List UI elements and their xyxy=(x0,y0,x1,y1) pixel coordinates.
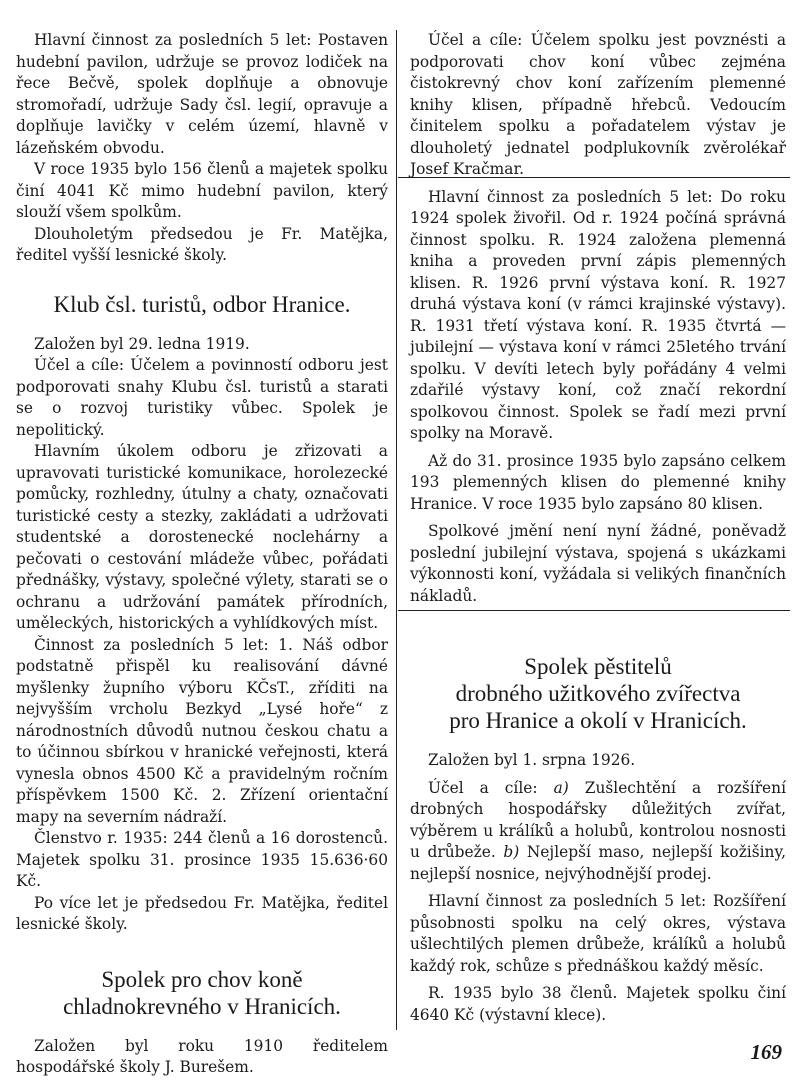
paragraph: Účel a cíle: Účelem a povinností odboru jest podporovati snahy Klubu čsl. turistů a starati se o rozvoj turistiky vůbec. Spolek je nepolitický. xyxy=(16,356,388,439)
paragraph: Spolkové jmění není nyní žádné, poněvadž poslední jubilejní výstava, spojená s ukázkami výkonnosti koní, vyžádala si velikých finančních nákladů. xyxy=(410,522,786,605)
section-title-pestitelu xyxy=(410,653,786,734)
section-title-kone xyxy=(16,966,388,1020)
title-line: pro Hranice a okolí v Hranicích. xyxy=(449,708,747,733)
paragraph xyxy=(410,778,786,886)
right-column xyxy=(410,30,786,1026)
text-run: Nejlepší maso, nejlepší kožišiny, nejlepší nosnice, nejvýhodnější prodej. xyxy=(410,843,786,883)
paragraph: Činnost za posledních 5 let: 1. Náš odbor podstatně přispěl ku realisování dávné myšlenky župního výboru KČsT., zříditi na nejvyšším vrcholu Bezkyd „Lysé hoře“ z národnostních důvodů nutnou českou chatu a to účinnou sbírkou v hranické veřejnosti, která vynesla obnos 4500 Kč a pravidelným ročním příspěvkem 1500 Kč. 2. Zřízení orientační mapy na severním nádraží. xyxy=(16,635,388,826)
paragraph: Dlouholetým předsedou je Fr. Matějka, ředitel vyšší lesnické školy. xyxy=(16,224,388,264)
paragraph: Hlavní činnost za posledních 5 let: Rozšíření působnosti spolku na celý okres, výstava ušlechtilých plemen drůbeže, králíků a holubů každý rok, schůze s přednáškou každý měsíc. xyxy=(410,892,786,975)
text-run: Zušlechtění a rozšíření drobných hospodářsky důležitých zvířat, výběrem u králíků a holubů, kontrolou nosnosti u drůbeže. xyxy=(410,778,787,861)
paragraph: Založen byl 29. ledna 1919. xyxy=(34,334,250,353)
text-run: Účel a cíle: xyxy=(428,778,554,797)
paragraph: Založen byl 1. srpna 1926. xyxy=(428,751,636,769)
paragraph: Po více let je předsedou Fr. Matějka, ředitel lesnické školy. xyxy=(16,893,388,933)
title-line: chladnokrevného v Hranicích. xyxy=(63,993,341,1019)
list-marker-a: a) xyxy=(553,778,569,797)
paragraph: R. 1935 bylo 38 členů. Majetek spolku činí 4640 Kč (výstavní klece). xyxy=(410,984,786,1024)
column-divider xyxy=(396,30,397,1030)
paragraph: Až do 31. prosince 1935 bylo zapsáno celkem 193 plemenných klisen do plemenné knihy Hranice. V roce 1935 bylo zapsáno 80 klisen. xyxy=(410,451,786,513)
title-line: Spolek pěstitelů xyxy=(524,654,672,679)
left-column xyxy=(16,30,388,1079)
section-title-klub: Klub čsl. turistů, odbor Hranice. xyxy=(53,291,351,317)
paragraph: Členstvo r. 1935: 244 členů a 16 dorostenců. Majetek spolku 31. prosince 1935 15.636·60 Kč. xyxy=(16,829,388,890)
paragraph: Založen byl roku 1910 ředitelem hospodářské školy J. Burešem. xyxy=(16,1036,388,1076)
paragraph: V roce 1935 bylo 156 členů a majetek spolku činí 4041 Kč mimo hudební pavilon, který slouží všem spolkům. xyxy=(16,160,388,221)
paragraph: Účel a cíle: Účelem spolku jest povznésti a podporovati chov koní vůbec zejména čistokrevný chov koní zařízením plemenné knihy klisen, případně hřebců. Vedoucím činitelem spolku a pořadatelem výstav je dlouholetý jednatel podplukovník zvěrolékař Josef Kračmar. xyxy=(410,31,786,178)
paragraph: Hlavní činnost za posledních 5 let: Postaven hudební pavilon, udržuje se provoz lodiček na řece Bečvě, spolek doplňuje a obnovuje stromořadí, udržuje Sady čsl. legií, opravuje a doplňuje lavičky v celém území, hlavně v lázeňském obvodu. xyxy=(16,31,388,157)
title-line: drobného užitkového zvířectva xyxy=(455,681,741,706)
list-marker-b: b) xyxy=(503,843,520,861)
paragraph: Hlavním úkolem odboru je zřizovati a upravovati turistické komunikace, horolezecké pomůcky, rozhledny, útulny a chaty, označovati turistické cesty a stezky, zakládati a udržovati studentské a dorostenecké noclehárny a pečovati o cestování mládeže vůbec, pořádati přednášky, výstavy, společné výlety, starati se o ochranu a udržování památek přírodních, uměleckých, historických a vyhlídkových míst. xyxy=(16,442,388,632)
paragraph: Hlavní činnost za posledních 5 let: Do roku 1924 spolek živořil. Od r. 1924 počíná správná činnost spolku. R. 1924 založena plemenná kniha a proveden první zápis plemenných klisen. R. 1926 první výstava koní. R. 1927 druhá výstava koní (v rámci krajinské výstavy). R. 1931 třetí výstava koní. R. 1935 čtvrtá — jubilejní — výstava koní v rámci 25letého trvání spolku. V devíti letech byly pořádány 4 velmi zdařilé výstavy koní, což značí rekordní spolkovou činnost. Spolek se řadí mezi první spolky na Moravě. xyxy=(410,187,786,442)
page-number: 169 xyxy=(750,1040,782,1064)
title-line: Spolek pro chov koně xyxy=(101,966,303,992)
